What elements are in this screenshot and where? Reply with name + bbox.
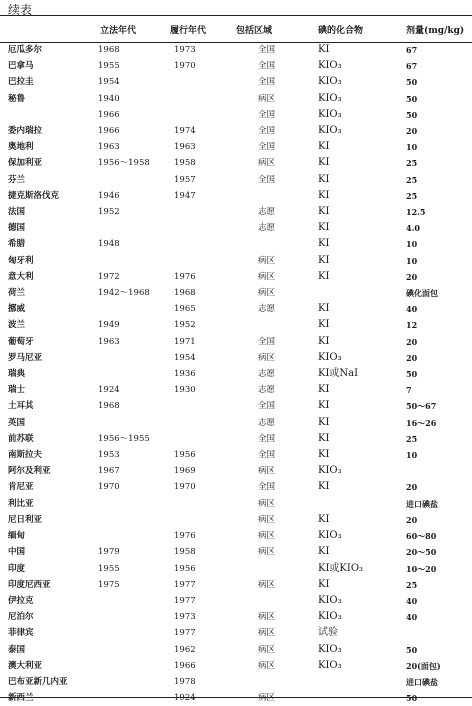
iodine-compound-cell: KI或NaI xyxy=(318,368,359,380)
iodine-compound-cell: KIO₃ xyxy=(318,60,342,72)
table-row xyxy=(0,528,472,544)
table-row xyxy=(0,220,472,236)
implementation-year-cell: 1956 xyxy=(174,450,196,461)
country-cell: 土耳其 xyxy=(8,401,34,412)
country-cell: 中国 xyxy=(8,547,26,558)
legislation-year-cell: 1956～1955 xyxy=(98,433,150,444)
country-cell: 捷克斯洛伐克 xyxy=(8,190,60,201)
implementation-year-cell: 1971 xyxy=(174,336,196,347)
iodine-compound-cell: KI xyxy=(318,141,330,153)
table-row xyxy=(0,301,472,317)
country-cell: 阿尔及利亚 xyxy=(8,466,51,477)
coverage-area-cell xyxy=(228,674,316,690)
table-row xyxy=(0,366,472,382)
dose-cell: 10 xyxy=(406,450,418,461)
dose-cell: 10 xyxy=(406,142,418,153)
implementation-year-cell: 1968 xyxy=(174,288,196,299)
dose-cell: 20 xyxy=(406,482,418,493)
iodine-compound-cell: KI xyxy=(318,513,330,525)
coverage-area-cell: 病区 xyxy=(258,579,276,590)
coverage-area-cell: 全国 xyxy=(258,433,276,444)
legislation-year-cell xyxy=(88,642,158,658)
coverage-area-cell xyxy=(228,236,316,252)
implementation-year-cell: 1958 xyxy=(174,158,196,169)
iodine-compound-cell xyxy=(316,285,402,301)
legislation-year-cell: 1940 xyxy=(98,93,120,104)
legislation-year-cell: 1975 xyxy=(98,579,120,590)
table-header-row xyxy=(0,16,472,42)
table-row xyxy=(0,447,472,463)
iodine-compound-cell: KIO₃ xyxy=(318,594,342,606)
dose-cell: 50 xyxy=(406,369,418,380)
dose-cell: 50 xyxy=(406,109,418,120)
table-row xyxy=(0,609,472,625)
dose-cell: 60～80 xyxy=(406,531,437,542)
dose-cell: 12.5 xyxy=(406,207,426,218)
dose-cell: 50 xyxy=(406,77,418,88)
iodine-compound-cell: KIO₃ xyxy=(318,659,342,671)
coverage-area-cell: 病区 xyxy=(258,255,276,266)
coverage-area-cell: 志愿 xyxy=(258,417,276,428)
country-cell: 菲律宾 xyxy=(8,628,34,639)
dose-cell: 50 xyxy=(406,644,418,655)
iodine-compound-cell: KI xyxy=(318,254,330,266)
implementation-year-cell xyxy=(158,431,228,447)
country-cell: 伊拉克 xyxy=(8,595,34,606)
dose-cell: 20 xyxy=(406,514,418,525)
table-row xyxy=(0,236,472,252)
coverage-area-cell: 志愿 xyxy=(258,223,276,234)
implementation-year-cell: 1957 xyxy=(174,174,196,185)
legislation-year-cell: 1972 xyxy=(98,271,120,282)
country-cell: 巴拿马 xyxy=(8,61,34,72)
implementation-year-cell: 1947 xyxy=(174,190,196,201)
table-row xyxy=(0,674,472,690)
iodine-compound-cell: KIO₃ xyxy=(318,108,342,120)
iodine-compound-cell: KI xyxy=(318,546,330,558)
iodine-compound-cell: KIO₃ xyxy=(318,530,342,542)
legislation-year-cell: 1968 xyxy=(98,45,120,55)
coverage-area-cell xyxy=(228,317,316,333)
coverage-area-cell: 全国 xyxy=(258,142,276,153)
header-dose: 剂量(mg/kg) xyxy=(406,25,465,36)
country-cell: 委内瑞拉 xyxy=(8,126,43,137)
dose-cell: 67 xyxy=(406,45,418,55)
coverage-area-cell: 全国 xyxy=(258,77,276,88)
iodine-compound-cell: KI xyxy=(318,238,330,250)
dose-cell: 10 xyxy=(406,255,418,266)
implementation-year-cell: 1970 xyxy=(174,61,196,72)
legislation-year-cell: 1953 xyxy=(98,450,120,461)
dose-cell: 40 xyxy=(406,304,418,315)
dose-cell: 40 xyxy=(406,612,418,623)
implementation-year-cell xyxy=(158,415,228,431)
country-cell: 芬兰 xyxy=(8,174,26,185)
coverage-area-cell: 病区 xyxy=(258,288,276,299)
legislation-year-cell xyxy=(88,674,158,690)
dose-cell: 20 xyxy=(406,352,418,363)
implementation-year-cell: 1973 xyxy=(174,45,196,55)
coverage-area-cell: 全国 xyxy=(258,61,276,72)
implementation-year-cell xyxy=(158,253,228,269)
coverage-area-cell: 全国 xyxy=(258,126,276,137)
country-cell xyxy=(0,107,88,123)
country-cell: 前苏联 xyxy=(8,433,34,444)
iodine-compound-cell: KI xyxy=(318,206,330,218)
table-row xyxy=(0,350,472,366)
legislation-year-cell: 1966 xyxy=(98,109,120,120)
table-row xyxy=(0,74,472,90)
legislation-year-cell xyxy=(88,253,158,269)
table-row xyxy=(0,479,472,495)
implementation-year-cell: 1976 xyxy=(174,531,196,542)
table-row xyxy=(0,269,472,285)
coverage-area-cell: 病区 xyxy=(258,158,276,169)
header-iodine-compound: 碘的化合物 xyxy=(318,25,364,36)
iodine-compound-cell: KIO₃ xyxy=(318,643,342,655)
dose-cell: 进口碘盐 xyxy=(406,676,438,687)
table-row xyxy=(0,415,472,431)
implementation-year-cell: 1954 xyxy=(174,352,196,363)
country-cell: 秘鲁 xyxy=(8,93,26,104)
table-row xyxy=(0,58,472,74)
legislation-year-cell xyxy=(88,366,158,382)
iodine-compound-cell xyxy=(316,496,402,512)
legislation-year-cell: 1956～1958 xyxy=(98,158,150,169)
dose-cell: 40 xyxy=(406,595,418,606)
iodine-compound-cell: KIO₃ xyxy=(318,351,342,363)
table-body xyxy=(0,42,472,706)
coverage-area-cell: 全国 xyxy=(258,45,276,55)
implementation-year-cell xyxy=(158,496,228,512)
iodine-compound-cell: KI xyxy=(318,578,330,590)
table-row xyxy=(0,317,472,333)
coverage-area-cell: 全国 xyxy=(258,174,276,185)
implementation-year-cell xyxy=(158,236,228,252)
legislation-year-cell xyxy=(88,172,158,188)
iodine-compound-cell: KI xyxy=(318,303,330,315)
iodine-compound-cell: KI xyxy=(318,319,330,331)
iodine-compound-cell: KIO₃ xyxy=(318,76,342,88)
iodine-compound-cell xyxy=(316,690,402,706)
table-row xyxy=(0,139,472,155)
legislation-year-cell xyxy=(88,658,158,674)
iodine-compound-cell: KI xyxy=(318,189,330,201)
legislation-year-cell xyxy=(88,609,158,625)
dose-cell: 67 xyxy=(406,61,418,72)
country-cell: 德国 xyxy=(8,223,26,234)
implementation-year-cell: 1977 xyxy=(174,579,196,590)
iodine-compound-cell: KI xyxy=(318,384,330,396)
country-cell: 澳大利亚 xyxy=(8,660,43,671)
coverage-area-cell: 全国 xyxy=(258,109,276,120)
table-row xyxy=(0,253,472,269)
iodine-compound-cell: KIO₃ xyxy=(318,125,342,137)
table-row xyxy=(0,496,472,512)
legislation-year-cell xyxy=(88,690,158,706)
table-row xyxy=(0,204,472,220)
table-row xyxy=(0,463,472,479)
implementation-year-cell xyxy=(158,398,228,414)
header-coverage-area: 包括区域 xyxy=(236,25,273,36)
coverage-area-cell: 病区 xyxy=(258,547,276,558)
table-row xyxy=(0,285,472,301)
coverage-area-cell: 志愿 xyxy=(258,304,276,315)
coverage-area-cell: 病区 xyxy=(258,531,276,542)
country-cell: 新西兰 xyxy=(8,693,34,704)
legislation-year-cell: 1949 xyxy=(98,320,120,331)
legislation-year-cell: 1970 xyxy=(98,482,120,493)
iodine-compound-cell: KI xyxy=(318,416,330,428)
implementation-year-cell: 1952 xyxy=(174,320,196,331)
iodine-compound-cell: KI xyxy=(318,157,330,169)
implementation-year-cell: 1962 xyxy=(174,644,196,655)
dose-cell: 50 xyxy=(406,93,418,104)
table-row xyxy=(0,642,472,658)
table-row xyxy=(0,188,472,204)
dose-cell: 10～20 xyxy=(406,563,437,574)
table-row xyxy=(0,334,472,350)
implementation-year-cell: 1956 xyxy=(174,563,196,574)
table-row xyxy=(0,155,472,171)
table-row xyxy=(0,658,472,674)
coverage-area-cell: 病区 xyxy=(258,612,276,623)
coverage-area-cell: 志愿 xyxy=(258,385,276,396)
implementation-year-cell: 1973 xyxy=(174,612,196,623)
country-cell: 巴布亚新几内亚 xyxy=(8,676,68,687)
country-cell: 挪威 xyxy=(8,304,26,315)
iodine-compound-cell: KIO₃ xyxy=(318,611,342,623)
dose-cell: 20 xyxy=(406,336,418,347)
table-row xyxy=(0,123,472,139)
coverage-area-cell: 全国 xyxy=(258,401,276,412)
implementation-year-cell xyxy=(158,74,228,90)
dose-cell: 7 xyxy=(406,385,412,396)
country-cell: 瑞典 xyxy=(8,369,26,380)
country-cell: 英国 xyxy=(8,417,26,428)
iodine-compound-cell: KI xyxy=(318,270,330,282)
legislation-year-cell: 1955 xyxy=(98,563,120,574)
implementation-year-cell xyxy=(158,107,228,123)
dose-cell: 25 xyxy=(406,190,418,201)
legislation-year-cell xyxy=(88,512,158,528)
coverage-area-cell: 病区 xyxy=(258,466,276,477)
implementation-year-cell: 1977 xyxy=(174,628,196,639)
iodine-compound-cell: KI xyxy=(318,400,330,412)
legislation-year-cell xyxy=(88,496,158,512)
country-cell: 荷兰 xyxy=(8,288,26,299)
dose-cell: 10 xyxy=(406,239,418,250)
dose-cell: 12 xyxy=(406,320,418,331)
header-legislation-year: 立法年代 xyxy=(100,25,137,36)
legislation-year-cell: 1942～1968 xyxy=(98,288,150,299)
country-cell: 瑞士 xyxy=(8,385,26,396)
country-cell: 波兰 xyxy=(8,320,26,331)
legislation-year-cell xyxy=(88,301,158,317)
coverage-area-cell: 病区 xyxy=(258,514,276,525)
legislation-year-cell: 1966 xyxy=(98,126,120,137)
country-cell: 利比亚 xyxy=(8,498,34,509)
country-cell: 缅甸 xyxy=(8,531,26,542)
iodine-compound-cell: KI xyxy=(318,222,330,234)
country-cell: 葡萄牙 xyxy=(8,336,34,347)
legislation-year-cell: 1952 xyxy=(98,207,120,218)
country-cell: 奥地利 xyxy=(8,142,34,153)
table-row xyxy=(0,577,472,593)
coverage-area-cell xyxy=(228,561,316,577)
iodine-compound-cell: KI xyxy=(318,449,330,461)
legislation-year-cell: 1946 xyxy=(98,190,120,201)
dose-cell xyxy=(402,625,472,641)
dose-cell: 25 xyxy=(406,174,418,185)
implementation-year-cell: 1965 xyxy=(174,304,196,315)
country-cell: 印度 xyxy=(8,563,26,574)
country-cell: 匈牙利 xyxy=(8,255,34,266)
table-row xyxy=(0,431,472,447)
implementation-year-cell: 1976 xyxy=(174,271,196,282)
implementation-year-cell: 1936 xyxy=(174,369,196,380)
legislation-year-cell: 1963 xyxy=(98,142,120,153)
implementation-year-cell: 1969 xyxy=(174,466,196,477)
coverage-area-cell: 全国 xyxy=(258,336,276,347)
table-row xyxy=(0,690,472,706)
country-cell: 印度尼西亚 xyxy=(8,579,51,590)
implementation-year-cell: 1970 xyxy=(174,482,196,493)
country-cell: 厄瓜多尔 xyxy=(8,45,43,55)
iodine-compound-cell xyxy=(316,674,402,690)
legislation-year-cell: 1955 xyxy=(98,61,120,72)
table-row xyxy=(0,172,472,188)
coverage-area-cell: 病区 xyxy=(258,693,276,704)
iodine-compound-cell: KIO₃ xyxy=(318,465,342,477)
dose-cell: 50 xyxy=(406,693,418,704)
dose-cell: 碘化面包 xyxy=(406,288,438,299)
implementation-year-cell: 1958 xyxy=(174,547,196,558)
country-cell: 泰国 xyxy=(8,644,26,655)
country-cell: 南斯拉夫 xyxy=(8,450,43,461)
country-cell: 肯尼亚 xyxy=(8,482,34,493)
dose-cell: 20(面包) xyxy=(406,660,441,671)
implementation-year-cell: 1963 xyxy=(174,142,196,153)
country-cell: 保加利亚 xyxy=(8,158,43,169)
dose-cell: 25 xyxy=(406,158,418,169)
dose-cell: 进口碘盐 xyxy=(406,498,438,509)
legislation-year-cell: 1967 xyxy=(98,466,120,477)
coverage-area-cell: 病区 xyxy=(258,352,276,363)
coverage-area-cell: 病区 xyxy=(258,644,276,655)
coverage-area-cell: 全国 xyxy=(258,482,276,493)
legislation-year-cell xyxy=(88,528,158,544)
coverage-area-cell xyxy=(228,593,316,609)
coverage-area-cell: 全国 xyxy=(258,450,276,461)
implementation-year-cell: 1930 xyxy=(174,385,196,396)
legislation-year-cell xyxy=(88,350,158,366)
dose-cell: 20 xyxy=(406,271,418,282)
coverage-area-cell: 志愿 xyxy=(258,369,276,380)
implementation-year-cell: 1977 xyxy=(174,595,196,606)
dose-cell: 25 xyxy=(406,433,418,444)
implementation-year-cell xyxy=(158,220,228,236)
country-cell: 尼日利亚 xyxy=(8,514,43,525)
coverage-area-cell: 志愿 xyxy=(258,207,276,218)
implementation-year-cell xyxy=(158,91,228,107)
table-row xyxy=(0,544,472,560)
iodine-compound-cell: 试验 xyxy=(318,627,338,639)
legislation-year-cell xyxy=(88,625,158,641)
dose-cell xyxy=(402,463,472,479)
legislation-year-cell: 1954 xyxy=(98,77,120,88)
header-country xyxy=(0,16,88,42)
implementation-year-cell: 1978 xyxy=(174,676,196,687)
table-row xyxy=(0,107,472,123)
table-row xyxy=(0,91,472,107)
iodine-compound-cell: KI xyxy=(318,432,330,444)
table-row xyxy=(0,625,472,641)
coverage-area-cell: 病区 xyxy=(258,93,276,104)
country-cell: 罗马尼亚 xyxy=(8,352,43,363)
header-implementation-year: 履行年代 xyxy=(170,25,207,36)
iodine-compound-cell: KIO₃ xyxy=(318,92,342,104)
country-cell: 希腊 xyxy=(8,239,26,250)
iodized-salt-table xyxy=(0,16,472,706)
coverage-area-cell: 病区 xyxy=(258,628,276,639)
table-row xyxy=(0,382,472,398)
coverage-area-cell: 病区 xyxy=(258,660,276,671)
country-cell: 尼泊尔 xyxy=(8,612,34,623)
legislation-year-cell: 1963 xyxy=(98,336,120,347)
implementation-year-cell: 1974 xyxy=(174,126,196,137)
dose-cell: 20 xyxy=(406,126,418,137)
legislation-year-cell: 1968 xyxy=(98,401,120,412)
coverage-area-cell xyxy=(228,188,316,204)
dose-cell: 4.0 xyxy=(406,223,420,234)
table-caption: 续表 xyxy=(8,3,33,17)
dose-cell: 25 xyxy=(406,579,418,590)
legislation-year-cell: 1948 xyxy=(98,239,120,250)
implementation-year-cell: 1966 xyxy=(174,660,196,671)
dose-cell: 16～26 xyxy=(406,417,437,428)
legislation-year-cell xyxy=(88,415,158,431)
iodine-compound-cell: KI xyxy=(318,335,330,347)
implementation-year-cell xyxy=(158,512,228,528)
dose-cell: 50～67 xyxy=(406,401,437,412)
country-cell: 巴拉圭 xyxy=(8,77,34,88)
table-row xyxy=(0,42,472,58)
iodine-compound-cell: KI xyxy=(318,481,330,493)
coverage-area-cell: 病区 xyxy=(258,498,276,509)
table-row xyxy=(0,561,472,577)
table-row xyxy=(0,512,472,528)
country-cell: 意大利 xyxy=(8,271,34,282)
iodine-compound-cell: KI xyxy=(318,173,330,185)
legislation-year-cell xyxy=(88,593,158,609)
legislation-year-cell: 1979 xyxy=(98,547,120,558)
implementation-year-cell xyxy=(158,204,228,220)
table-row xyxy=(0,398,472,414)
legislation-year-cell xyxy=(88,220,158,236)
legislation-year-cell: 1924 xyxy=(98,385,120,396)
iodine-compound-cell: KI或KIO₃ xyxy=(318,562,364,574)
implementation-year-cell: 1924 xyxy=(174,693,196,704)
country-cell: 法国 xyxy=(8,207,26,218)
iodine-compound-cell: KI xyxy=(318,44,330,55)
dose-cell: 20～50 xyxy=(406,547,437,558)
coverage-area-cell: 病区 xyxy=(258,271,276,282)
table-row xyxy=(0,593,472,609)
